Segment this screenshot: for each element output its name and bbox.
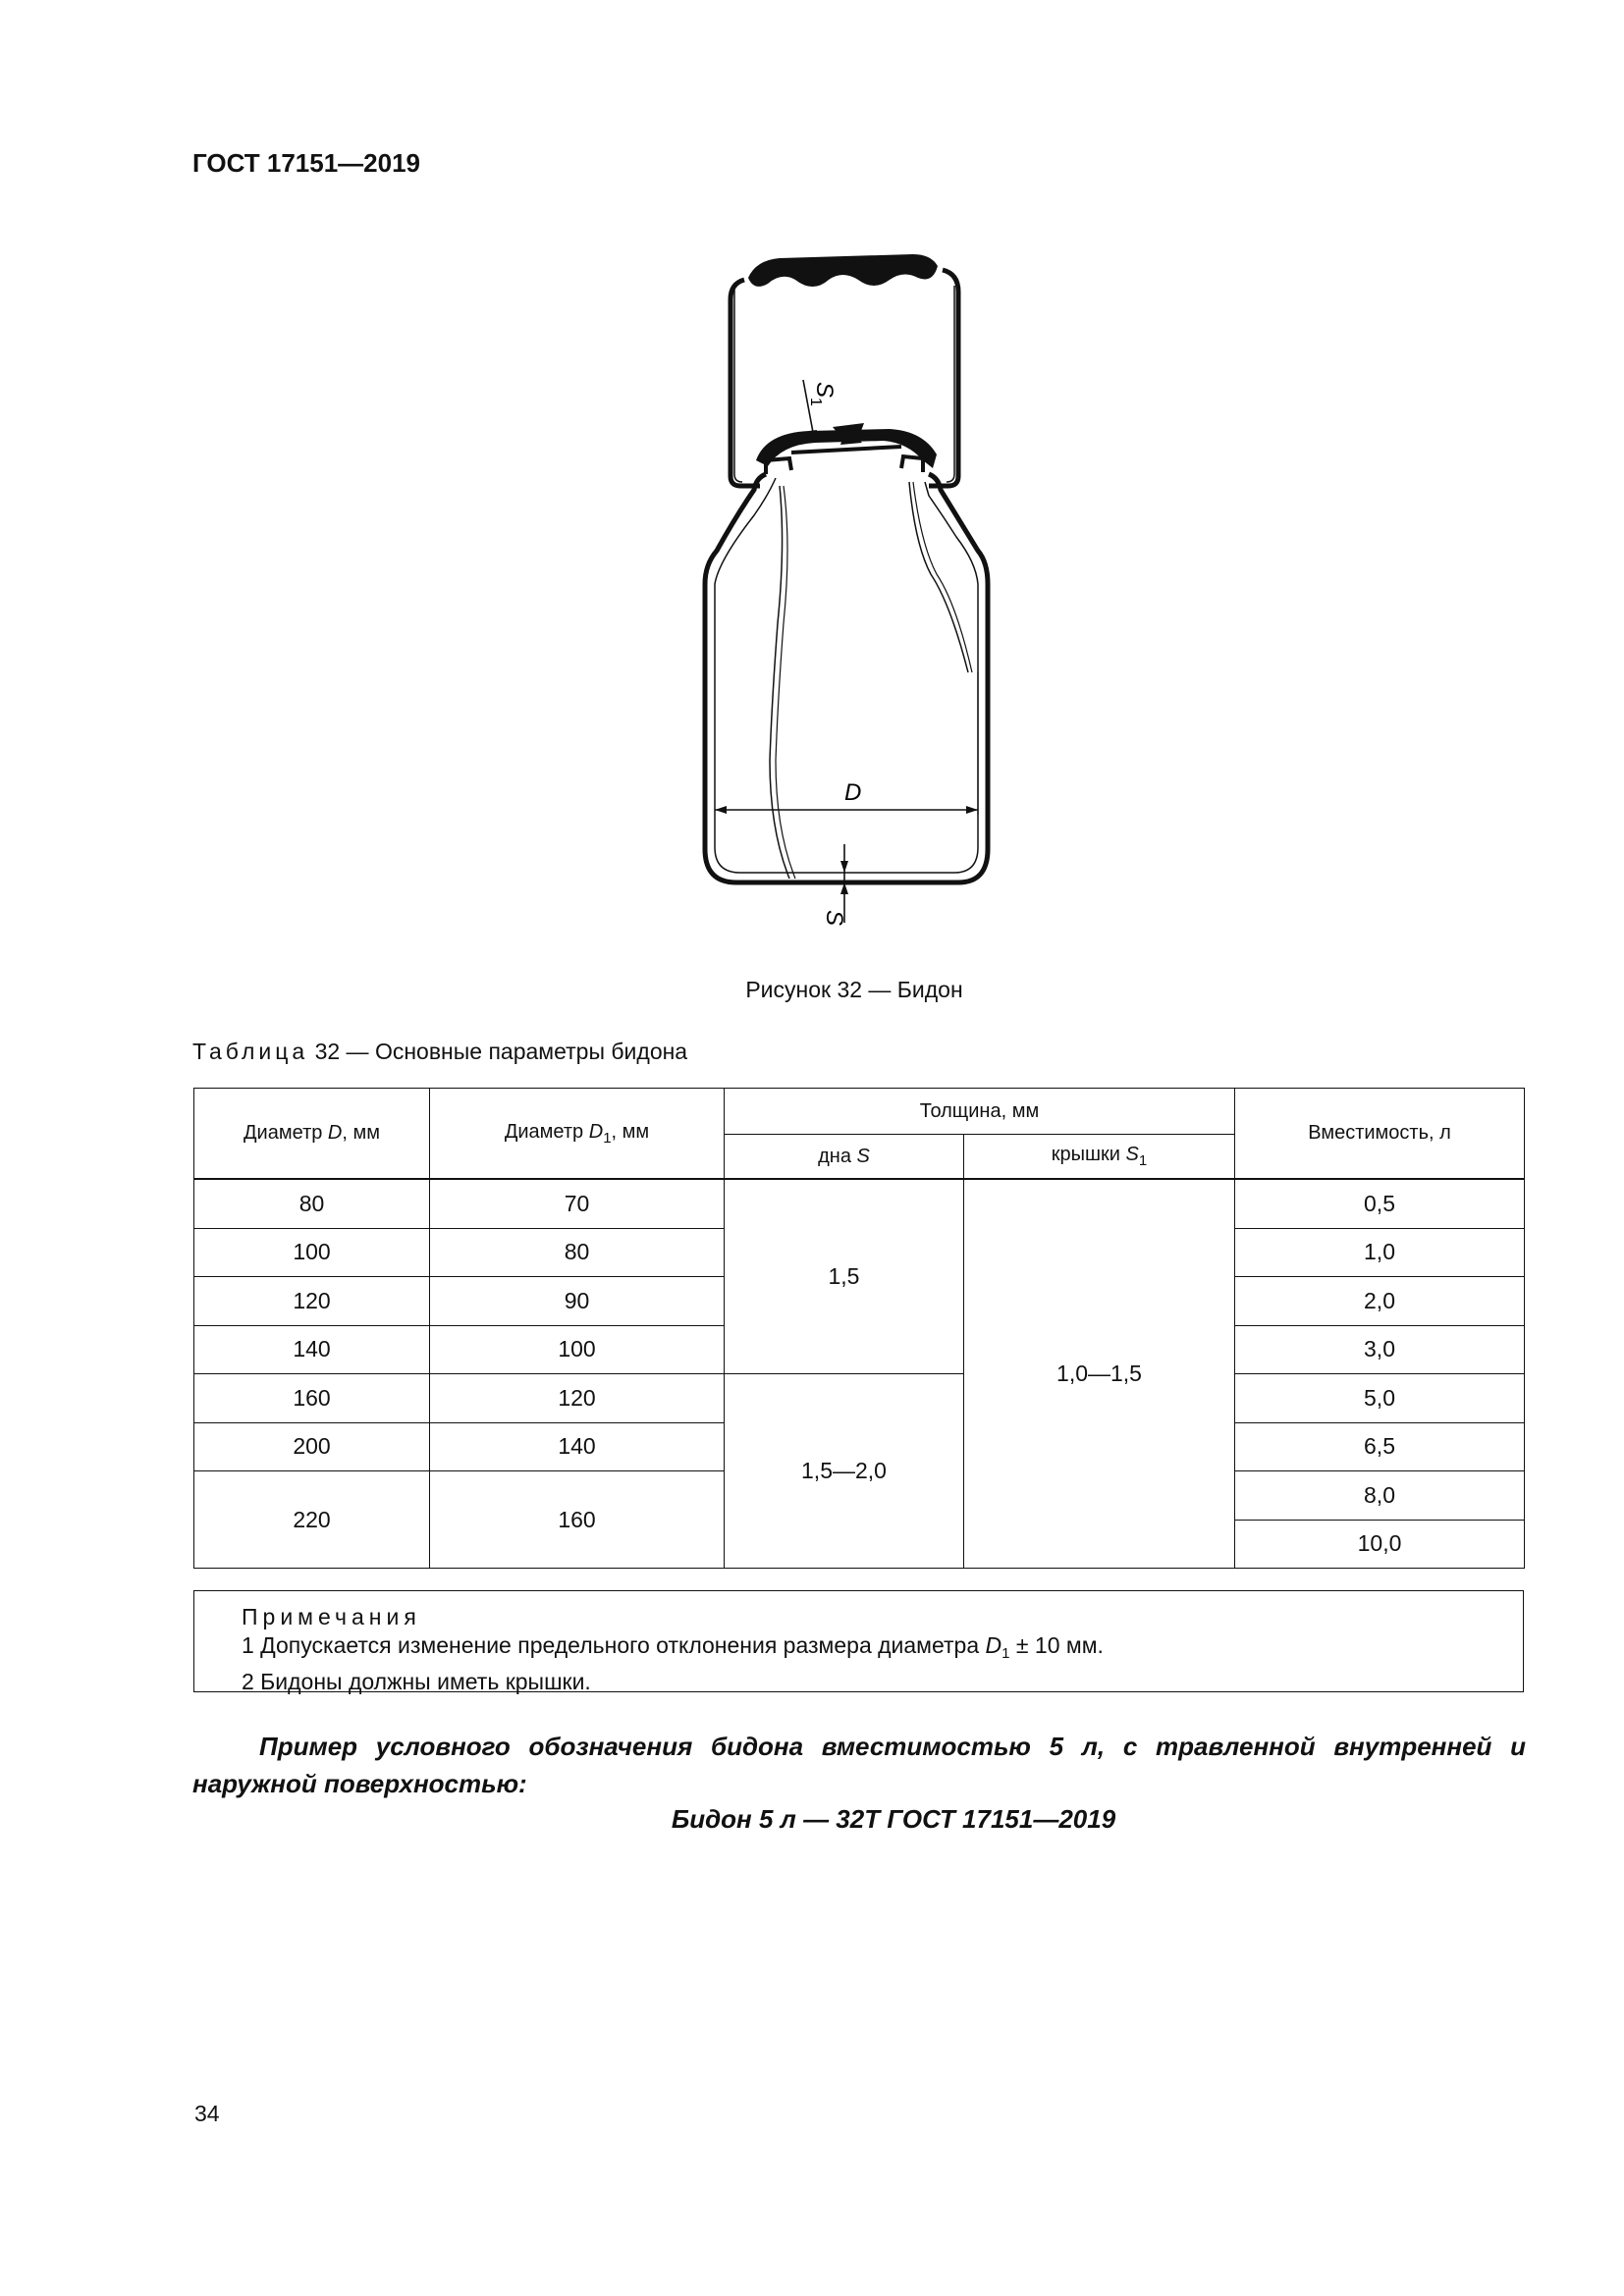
dimension-D-label: D bbox=[844, 779, 862, 806]
lid-thickness-all: 1,0—1,5 bbox=[964, 1179, 1235, 1569]
table-notes bbox=[193, 1590, 1524, 1692]
table-row: 100 80 1,0 bbox=[194, 1228, 1525, 1277]
table-row: 80 70 1,5 1,0—1,5 0,5 bbox=[194, 1179, 1525, 1228]
table-row: 200 140 6,5 bbox=[194, 1422, 1525, 1471]
can-body-outer-shape bbox=[705, 474, 988, 882]
parameters-table bbox=[193, 1088, 1525, 1569]
bottom-thickness-group-1: 1,5 bbox=[725, 1179, 964, 1374]
table-row: 220 160 8,0 bbox=[194, 1471, 1525, 1521]
milk-can-drawing bbox=[697, 250, 1031, 937]
svg-text:S: S bbox=[811, 382, 838, 399]
designation-example-text: Пример условного обозначения бидона вместимостью 5 л, с травленной внутренней и наружной поверхностью: bbox=[192, 1732, 1526, 1798]
svg-text:1: 1 bbox=[807, 398, 824, 406]
note-1: 1 Допускается изменение предельного отклонения размера диаметра $D_1 \pm 10$ мм. bbox=[242, 1632, 1104, 1662]
table-row: 120 90 2,0 bbox=[194, 1277, 1525, 1326]
dimension-S1-label bbox=[807, 382, 838, 406]
table-title-word: Таблица bbox=[192, 1039, 309, 1064]
designation-example-code: Бидон 5 л — 32Т ГОСТ 17151—2019 bbox=[671, 1804, 1116, 1834]
header-thickness: Толщина, мм bbox=[725, 1089, 1235, 1135]
header-bottom-S: дна S bbox=[725, 1135, 964, 1180]
table-row: 140 100 3,0 bbox=[194, 1325, 1525, 1374]
header-lid-S1: крышки $S_1$ bbox=[964, 1135, 1235, 1180]
note-2: 2 Бидоны должны иметь крышки. bbox=[242, 1669, 591, 1694]
notes-title: Примечания bbox=[242, 1604, 421, 1629]
table-row: 10,0 bbox=[194, 1520, 1525, 1569]
handle-grip-shape bbox=[748, 254, 938, 287]
header-capacity: Вместимость, л bbox=[1235, 1089, 1525, 1180]
dimension-S-label: S bbox=[821, 910, 847, 927]
document-header: ГОСТ 17151—2019 bbox=[192, 148, 420, 178]
bottom-thickness-group-2: 1,5—2,0 bbox=[725, 1374, 964, 1569]
figure-caption: Рисунок 32 — Бидон bbox=[745, 977, 963, 1002]
table-title-text: 32 — Основные параметры бидона bbox=[308, 1039, 688, 1064]
table-row: 160 120 1,5—2,0 5,0 bbox=[194, 1374, 1525, 1423]
header-diameter-D: Диаметр D, мм bbox=[194, 1089, 430, 1180]
table-title bbox=[192, 1039, 687, 1065]
page-number: 34 bbox=[194, 2101, 220, 2126]
header-diameter-D1: Диаметр $D_1$, мм bbox=[430, 1089, 725, 1180]
